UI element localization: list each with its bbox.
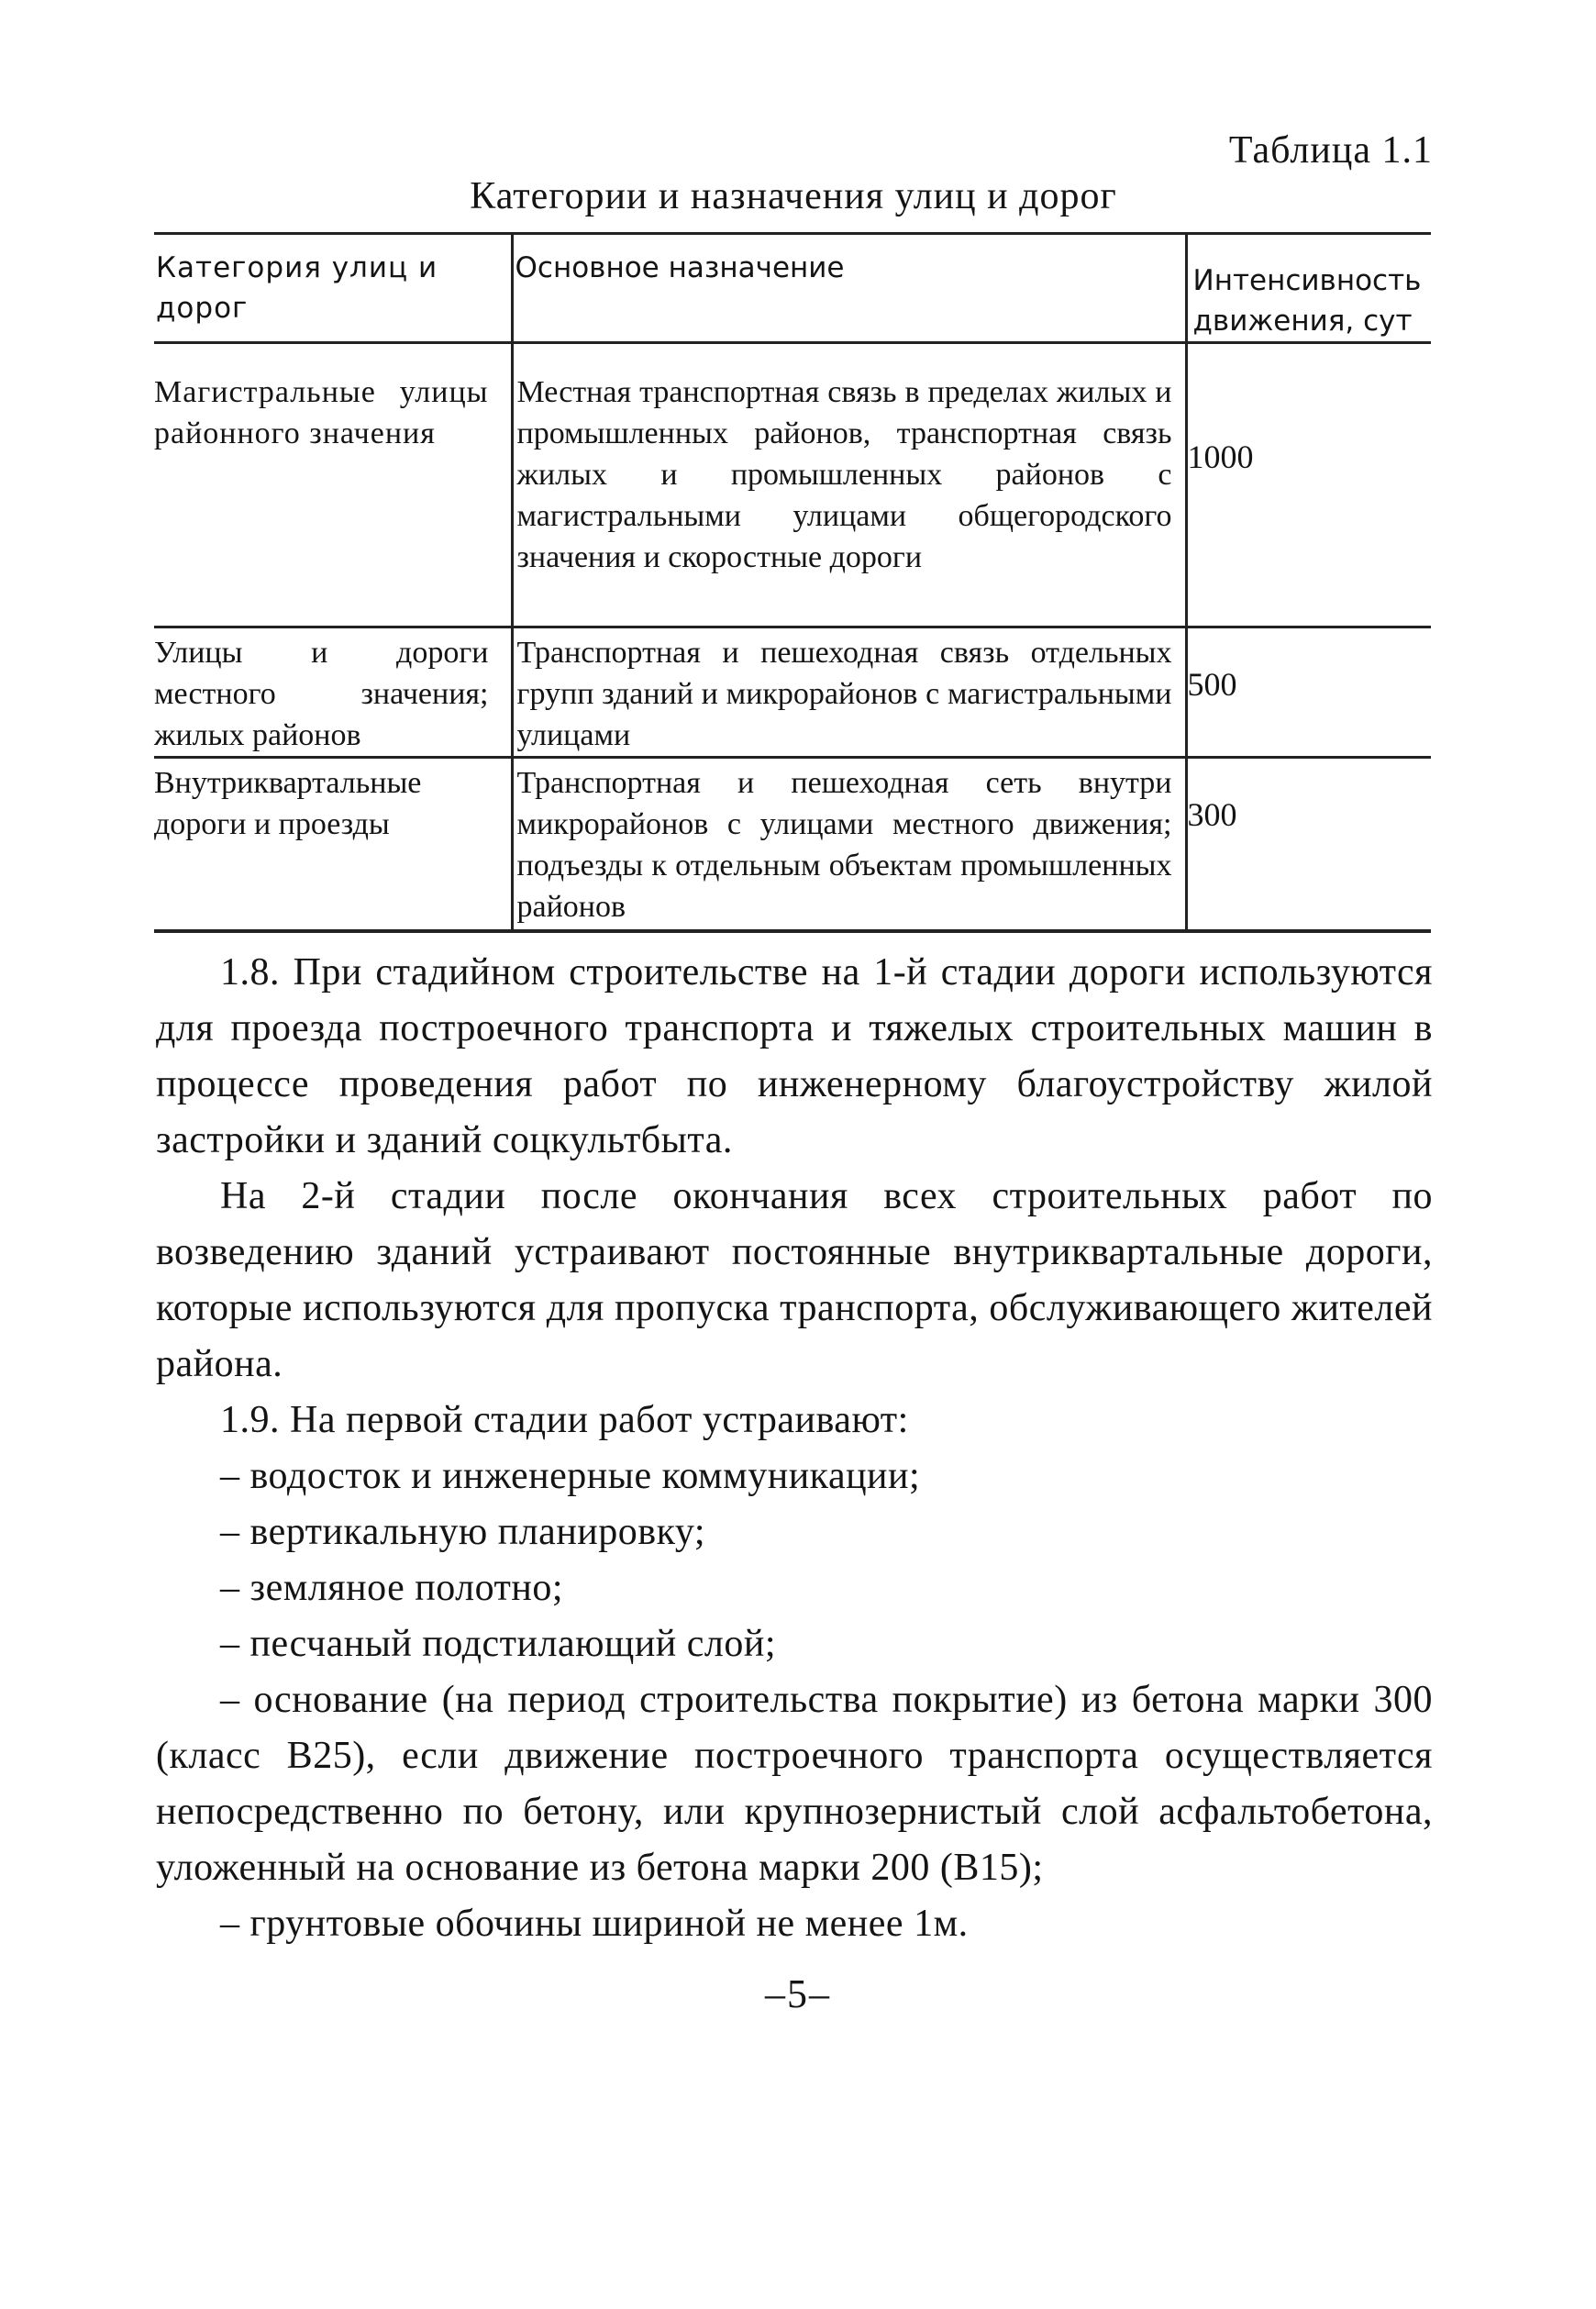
cell-category	[154, 758, 512, 931]
cell-purpose	[512, 758, 1186, 931]
cell-intensity: 1000	[1186, 343, 1431, 627]
table-row	[154, 627, 1431, 758]
street-categories-table	[154, 232, 1431, 933]
cell-purpose-text: Транспортная и пешеходная сеть внутри микрорайонов с улицами местного движения; подъезды к отдельным объектам промышленных районов	[516, 766, 1172, 924]
paragraph-1-8: 1.8. При стадийном строительстве на 1-й стадии дороги используются для проезда построечного транспорта и тяжелых строительных машин в процессе проведения работ по инженерному благоустройству жилой застройки и зданий соцкультбыта.	[156, 951, 1433, 1161]
table-header-row	[154, 234, 1431, 343]
cell-purpose-text: Транспортная и пешеходная связь отдельных групп зданий и микрорайонов с магистральными улицами	[516, 636, 1172, 752]
list-item: – водосток и инженерные коммуникации;	[220, 1455, 921, 1497]
cell-category	[154, 627, 512, 758]
cell-category	[154, 343, 512, 627]
header-purpose	[512, 234, 1186, 343]
header-intensity	[1186, 234, 1431, 343]
cell-intensity: 300	[1186, 758, 1431, 931]
paragraph-stage-2: На 2-й стадии после окончания всех строительных работ по возведению зданий устраивают постоянные внутриквартальные дороги, которые используются для пропуска транспорта, обслуживающего жителей района.	[156, 1175, 1433, 1385]
list-item: – грунтовые обочины шириной не менее 1м.	[220, 1903, 969, 1945]
cell-purpose	[512, 627, 1186, 758]
list-item: – песчаный подстилающий слой;	[220, 1623, 777, 1665]
cell-category-text: Внутриквартальные дороги и проезды	[154, 766, 422, 841]
paragraph-1-9: 1.9. На первой стадии работ устраивают:	[220, 1399, 909, 1441]
cell-intensity: 500	[1186, 627, 1431, 758]
page-number: –5–	[765, 1971, 831, 2016]
table-caption: Категории и назначения улиц и дорог	[470, 175, 1117, 217]
list-item: – земляное полотно;	[220, 1567, 564, 1609]
cell-purpose-text: Местная транспортная связь в пределах жилых и промышленных районов, транспортная связь жилых и промышленных районов с магистральными улицами общегородского значения и скоростные дороги	[516, 375, 1172, 574]
table-label: Таблица 1.1	[1228, 129, 1433, 172]
cell-category-text: Магистральные улицы районного значения	[154, 375, 489, 450]
cell-category-text: Улицы и дороги местного значения; жилых районов	[154, 636, 489, 752]
header-intensity-label: Интенсивность движения, сут	[1192, 264, 1422, 338]
cell-purpose	[512, 343, 1186, 627]
header-category-label: Категория улиц и дорог	[156, 251, 438, 325]
table-row	[154, 343, 1431, 627]
header-category	[154, 234, 512, 343]
table-row	[154, 758, 1431, 931]
body-text	[156, 945, 1433, 1952]
header-purpose-label: Основное назначение	[515, 251, 845, 284]
list-item: – основание (на период строительства покрытие) из бетона марки 300 (класс B25), если движение построечного транспорта осуществляется непосредственно по бетону, или крупнозернистый слой асфальтобетона, уложенный на основание из бетона марки 200 (B15);	[156, 1679, 1433, 1889]
list-item: – вертикальную планировку;	[220, 1511, 706, 1553]
